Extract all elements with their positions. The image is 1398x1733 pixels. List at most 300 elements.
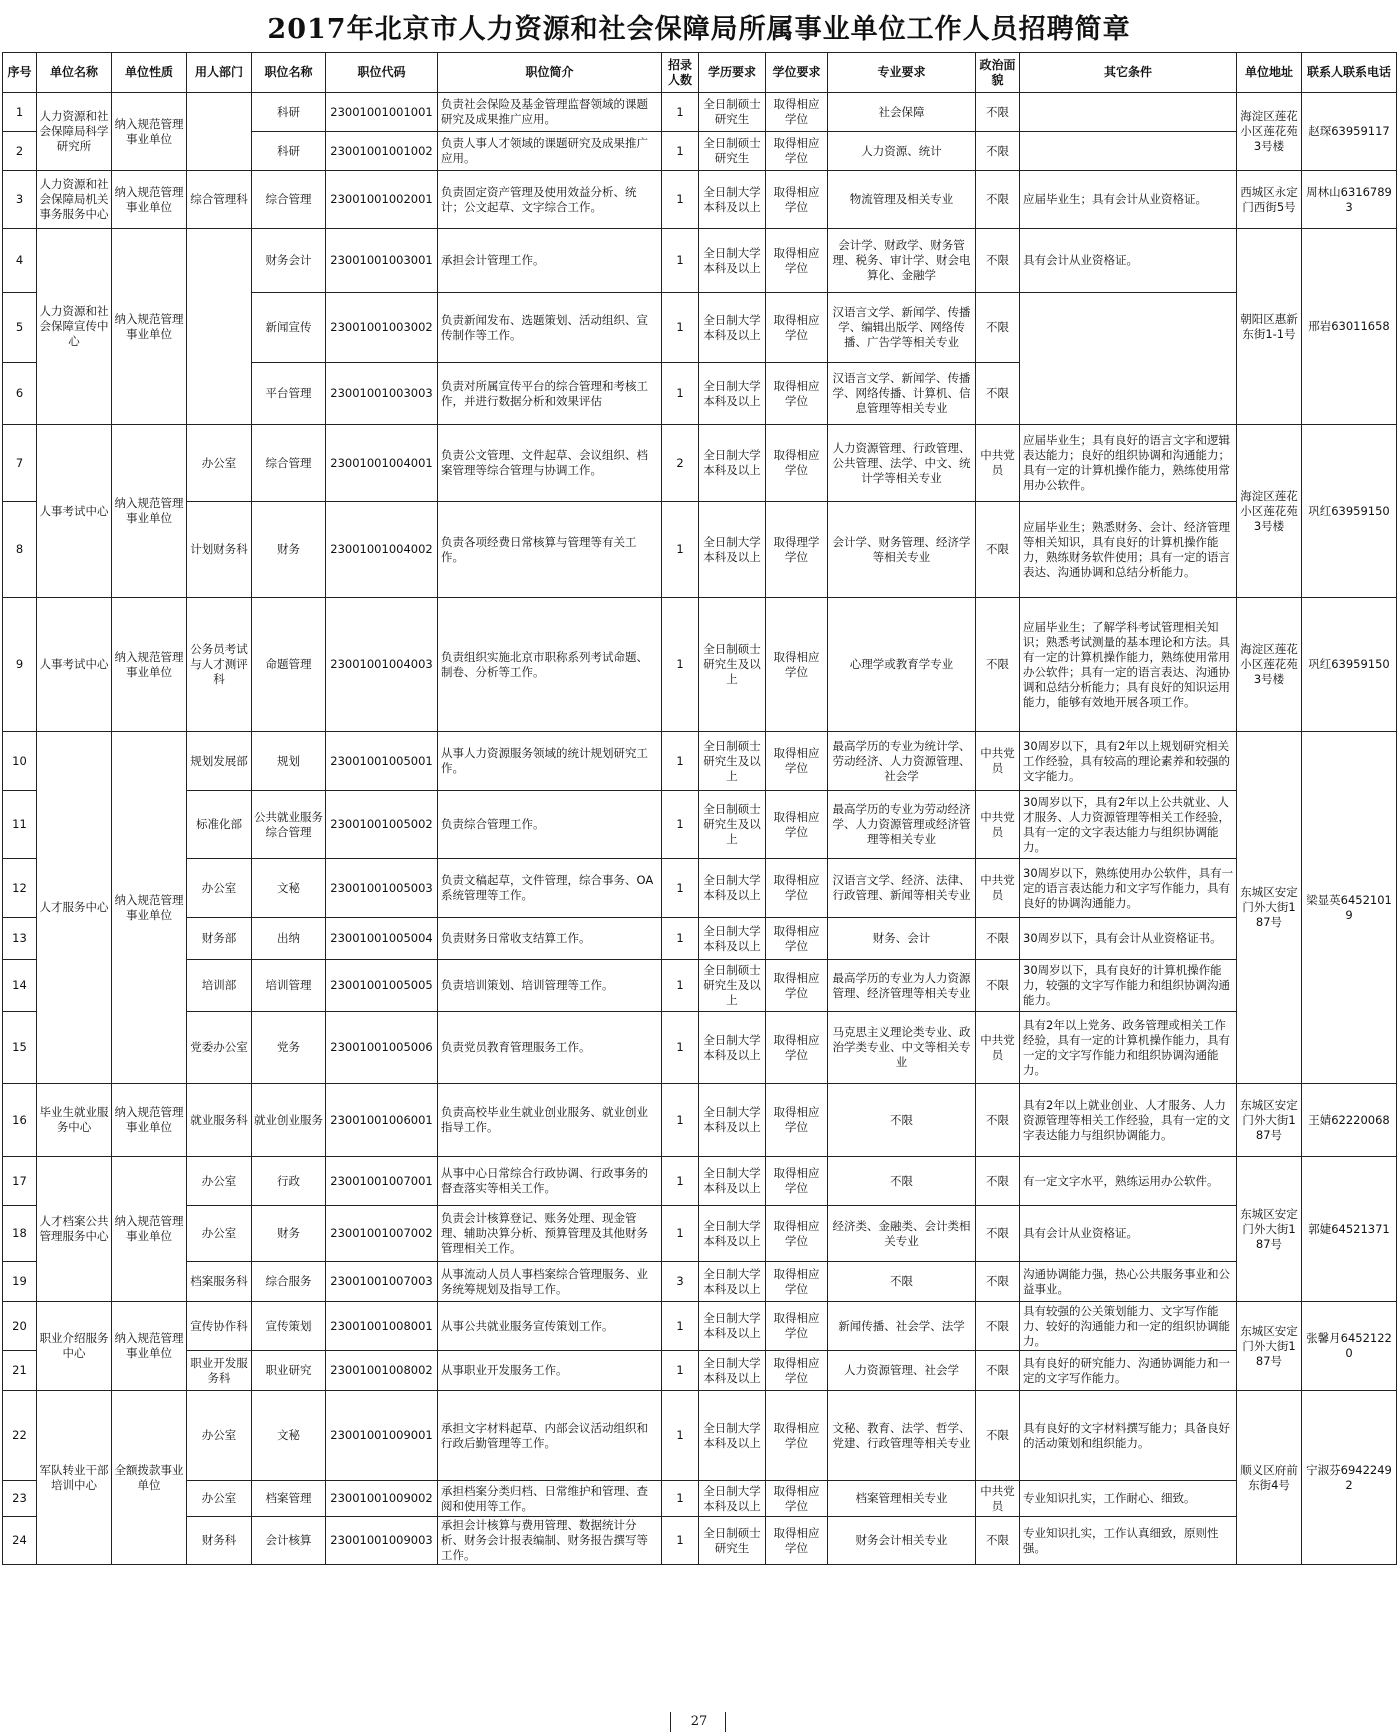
unit-name: 人才档案公共管理服务中心 [37, 1157, 112, 1302]
position-description: 负责党员教育管理服务工作。 [438, 1012, 662, 1084]
major-requirement: 最高学历的专业为统计学、劳动经济、人力资源管理、社会学 [828, 732, 976, 791]
position-description: 负责对所属宣传平台的综合管理和考核工作，并进行数据分析和效果评估 [438, 363, 662, 425]
position-code: 23001001001002 [326, 132, 438, 171]
position-description: 负责新闻发布、选题策划、活动组织、宣传制作等工作。 [438, 293, 662, 363]
education-requirement: 全日制硕士研究生 [699, 132, 766, 171]
table-row [3, 1206, 1397, 1262]
department: 宣传协作科 [187, 1302, 252, 1351]
position-name: 档案管理 [252, 1481, 326, 1517]
unit-address: 顺义区府前东街4号 [1237, 1391, 1302, 1565]
position-name: 文秘 [252, 859, 326, 918]
unit-name: 人力资源和社会保障宣传中心 [37, 229, 112, 425]
row-number: 6 [3, 363, 37, 425]
major-requirement: 会计学、财政学、财务管理、税务、审计学、财会电算化、金融学 [828, 229, 976, 293]
row-number: 8 [3, 502, 37, 598]
position-description: 负责财务日常收支结算工作。 [438, 918, 662, 960]
table-row [3, 918, 1397, 960]
position-name: 党务 [252, 1012, 326, 1084]
political-status: 中共党员 [976, 859, 1020, 918]
position-code: 23001001005004 [326, 918, 438, 960]
position-description: 负责会计核算登记、账务处理、现金管理、辅助决算分析、预算管理及其他财务管理相关工作。 [438, 1206, 662, 1262]
department: 办公室 [187, 859, 252, 918]
education-requirement: 全日制大学本科及以上 [699, 363, 766, 425]
political-status: 不限 [976, 960, 1020, 1012]
other-conditions: 有一定文字水平，熟练运用办公软件。 [1020, 1157, 1237, 1206]
education-requirement: 全日制硕士研究生及以上 [699, 732, 766, 791]
row-number: 1 [3, 93, 37, 132]
other-conditions: 应届毕业生；具有会计从业资格证。 [1020, 171, 1237, 229]
column-header: 单位性质 [112, 53, 187, 93]
position-name: 宣传策划 [252, 1302, 326, 1351]
education-requirement: 全日制大学本科及以上 [699, 425, 766, 502]
other-conditions: 专业知识扎实，工作耐心、细致。 [1020, 1481, 1237, 1517]
position-code: 23001001007002 [326, 1206, 438, 1262]
position-name: 就业创业服务 [252, 1084, 326, 1157]
position-name: 会计核算 [252, 1517, 326, 1565]
row-number: 7 [3, 425, 37, 502]
table-body [3, 93, 1397, 1565]
other-conditions [1020, 93, 1237, 132]
row-number: 9 [3, 598, 37, 732]
hire-count: 1 [662, 229, 699, 293]
major-requirement: 人力资源管理、社会学 [828, 1351, 976, 1391]
column-header: 职位名称 [252, 53, 326, 93]
contact-phone: 赵琛63959117 [1302, 93, 1397, 171]
unit-nature: 纳入规范管理事业单位 [112, 425, 187, 598]
political-status: 不限 [976, 1084, 1020, 1157]
unit-address: 东城区安定门外大街187号 [1237, 1157, 1302, 1302]
contact-phone: 张馨月64521220 [1302, 1302, 1397, 1391]
education-requirement: 全日制大学本科及以上 [699, 1391, 766, 1481]
page-number: 27 [690, 1714, 708, 1729]
degree-requirement: 取得相应学位 [766, 732, 828, 791]
other-conditions: 具有较强的公关策划能力、文字写作能力、较好的沟通能力和一定的组织协调能力。 [1020, 1302, 1237, 1351]
position-description: 负责公文管理、文件起草、会议组织、档案管理等综合管理与协调工作。 [438, 425, 662, 502]
position-name: 科研 [252, 93, 326, 132]
row-number: 12 [3, 859, 37, 918]
education-requirement: 全日制硕士研究生 [699, 93, 766, 132]
row-number: 5 [3, 293, 37, 363]
column-header: 学历要求 [699, 53, 766, 93]
other-conditions: 30周岁以下，熟练使用办公软件，具有一定的语言表达能力和文字写作能力，具有良好的协调沟通能力。 [1020, 859, 1237, 918]
position-code: 23001001003001 [326, 229, 438, 293]
column-header: 序号 [3, 53, 37, 93]
column-header: 政治面貌 [976, 53, 1020, 93]
degree-requirement: 取得相应学位 [766, 960, 828, 1012]
position-code: 23001001009003 [326, 1517, 438, 1565]
hire-count: 1 [662, 1351, 699, 1391]
hire-count: 1 [662, 171, 699, 229]
unit-name: 人力资源和社会保障局机关事务服务中心 [37, 171, 112, 229]
position-name: 综合服务 [252, 1262, 326, 1302]
unit-nature: 纳入规范管理事业单位 [112, 1084, 187, 1157]
degree-requirement: 取得相应学位 [766, 293, 828, 363]
position-name: 行政 [252, 1157, 326, 1206]
position-description: 承担会计核算与费用管理、数据统计分析、财务会计报表编制、财务报告撰写等工作。 [438, 1517, 662, 1565]
other-conditions: 具有2年以上就业创业、人才服务、人力资源管理等相关工作经验，具有一定的文字表达能力与组织协调能力。 [1020, 1084, 1237, 1157]
department: 办公室 [187, 1481, 252, 1517]
hire-count: 1 [662, 859, 699, 918]
other-conditions: 应届毕业生；了解学科考试管理相关知识；熟悉考试测量的基本理论和方法。具有一定的计算机操作能力，熟练使用常用办公软件；具有一定的语言表达、沟通协调和总结分析能力；具有良好的知识运用能力，能够有效地开展各项工作。 [1020, 598, 1237, 732]
position-code: 23001001003003 [326, 363, 438, 425]
position-description: 承担档案分类归档、日常维护和管理、查阅和使用等工作。 [438, 1481, 662, 1517]
position-name: 公共就业服务综合管理 [252, 791, 326, 859]
education-requirement: 全日制大学本科及以上 [699, 918, 766, 960]
row-number: 3 [3, 171, 37, 229]
political-status: 中共党员 [976, 732, 1020, 791]
position-description: 从事公共就业服务宣传策划工作。 [438, 1302, 662, 1351]
unit-name: 军队转业干部培训中心 [37, 1391, 112, 1565]
row-number: 22 [3, 1391, 37, 1481]
political-status: 不限 [976, 171, 1020, 229]
major-requirement: 人力资源管理、行政管理、公共管理、法学、中文、统计学等相关专业 [828, 425, 976, 502]
table-row [3, 1262, 1397, 1302]
position-code: 23001001006001 [326, 1084, 438, 1157]
hire-count: 1 [662, 1481, 699, 1517]
position-description: 负责组织实施北京市职称系列考试命题、制卷、分析等工作。 [438, 598, 662, 732]
unit-nature: 纳入规范管理事业单位 [112, 171, 187, 229]
table-row [3, 1012, 1397, 1084]
position-name: 财务会计 [252, 229, 326, 293]
department: 公务员考试与人才测评科 [187, 598, 252, 732]
major-requirement: 最高学历的专业为人力资源管理、经济管理等相关专业 [828, 960, 976, 1012]
major-requirement: 社会保障 [828, 93, 976, 132]
position-code: 23001001008001 [326, 1302, 438, 1351]
education-requirement: 全日制大学本科及以上 [699, 502, 766, 598]
other-conditions: 具有2年以上党务、政务管理或相关工作经验，具有一定的计算机操作能力，具有一定的文字写作能力和组织协调沟通能力。 [1020, 1012, 1237, 1084]
unit-name: 人才服务中心 [37, 732, 112, 1084]
row-number: 18 [3, 1206, 37, 1262]
political-status: 不限 [976, 363, 1020, 425]
position-code: 23001001005005 [326, 960, 438, 1012]
contact-phone: 郭婕64521371 [1302, 1157, 1397, 1302]
column-header: 单位名称 [37, 53, 112, 93]
position-code: 23001001005006 [326, 1012, 438, 1084]
position-description: 承担文字材料起草、内部会议活动组织和行政后勤管理等工作。 [438, 1391, 662, 1481]
column-header: 学位要求 [766, 53, 828, 93]
education-requirement: 全日制大学本科及以上 [699, 1157, 766, 1206]
political-status: 不限 [976, 502, 1020, 598]
column-header: 联系人联系电话 [1302, 53, 1397, 93]
unit-address: 东城区安定门外大街187号 [1237, 1302, 1302, 1391]
table-row [3, 502, 1397, 598]
position-code: 23001001009001 [326, 1391, 438, 1481]
degree-requirement: 取得相应学位 [766, 1157, 828, 1206]
political-status: 不限 [976, 1391, 1020, 1481]
degree-requirement: 取得相应学位 [766, 918, 828, 960]
column-header: 用人部门 [187, 53, 252, 93]
position-name: 命题管理 [252, 598, 326, 732]
political-status: 中共党员 [976, 1481, 1020, 1517]
recruitment-table [2, 52, 1397, 1565]
table-row [3, 859, 1397, 918]
column-header: 其它条件 [1020, 53, 1237, 93]
position-description: 从事流动人员人事档案综合管理服务、业务统筹规划及指导工作。 [438, 1262, 662, 1302]
position-description: 负责综合管理工作。 [438, 791, 662, 859]
degree-requirement: 取得相应学位 [766, 1206, 828, 1262]
degree-requirement: 取得相应学位 [766, 229, 828, 293]
table-row [3, 1517, 1397, 1565]
department: 培训部 [187, 960, 252, 1012]
column-header: 招录人数 [662, 53, 699, 93]
education-requirement: 全日制硕士研究生及以上 [699, 960, 766, 1012]
position-description: 负责固定资产管理及使用效益分析、统计；公文起草、文字综合工作。 [438, 171, 662, 229]
political-status: 不限 [976, 1302, 1020, 1351]
hire-count: 1 [662, 1157, 699, 1206]
row-number: 2 [3, 132, 37, 171]
political-status: 不限 [976, 132, 1020, 171]
education-requirement: 全日制大学本科及以上 [699, 293, 766, 363]
hire-count: 1 [662, 93, 699, 132]
other-conditions: 沟通协调能力强，热心公共服务事业和公益事业。 [1020, 1262, 1237, 1302]
hire-count: 1 [662, 598, 699, 732]
major-requirement: 心理学或教育学专业 [828, 598, 976, 732]
political-status: 不限 [976, 598, 1020, 732]
table-row [3, 960, 1397, 1012]
political-status: 不限 [976, 229, 1020, 293]
position-code: 23001001005001 [326, 732, 438, 791]
position-code: 23001001005003 [326, 859, 438, 918]
degree-requirement: 取得相应学位 [766, 1302, 828, 1351]
row-number: 21 [3, 1351, 37, 1391]
position-code: 23001001007003 [326, 1262, 438, 1302]
department: 职业开发服务科 [187, 1351, 252, 1391]
row-number: 13 [3, 918, 37, 960]
unit-address: 海淀区莲花小区莲花苑3号楼 [1237, 93, 1302, 171]
political-status: 不限 [976, 1351, 1020, 1391]
position-description: 负责社会保险及基金管理监督领域的课题研究及成果推广应用。 [438, 93, 662, 132]
education-requirement: 全日制大学本科及以上 [699, 171, 766, 229]
unit-address: 朝阳区惠新东街1-1号 [1237, 229, 1302, 425]
education-requirement: 全日制大学本科及以上 [699, 859, 766, 918]
unit-nature: 纳入规范管理事业单位 [112, 598, 187, 732]
major-requirement: 汉语言文学、新闻学、传播学、网络传播、计算机、信息管理等相关专业 [828, 363, 976, 425]
major-requirement: 文秘、教育、法学、哲学、党建、行政管理等相关专业 [828, 1391, 976, 1481]
row-number: 15 [3, 1012, 37, 1084]
degree-requirement: 取得相应学位 [766, 1084, 828, 1157]
unit-name: 人力资源和社会保障局科学研究所 [37, 93, 112, 171]
hire-count: 1 [662, 502, 699, 598]
education-requirement: 全日制大学本科及以上 [699, 1302, 766, 1351]
position-description: 从事职业开发服务工作。 [438, 1351, 662, 1391]
major-requirement: 汉语言文学、经济、法律、行政管理、新闻等相关专业 [828, 859, 976, 918]
position-description: 负责培训策划、培训管理等工作。 [438, 960, 662, 1012]
position-name: 财务 [252, 502, 326, 598]
column-header: 职位简介 [438, 53, 662, 93]
political-status: 不限 [976, 93, 1020, 132]
hire-count: 1 [662, 732, 699, 791]
position-description: 负责各项经费日常核算与管理等有关工作。 [438, 502, 662, 598]
row-number: 23 [3, 1481, 37, 1517]
position-code: 23001001003002 [326, 293, 438, 363]
row-number: 24 [3, 1517, 37, 1565]
education-requirement: 全日制大学本科及以上 [699, 1084, 766, 1157]
degree-requirement: 取得相应学位 [766, 1012, 828, 1084]
major-requirement: 财务会计相关专业 [828, 1517, 976, 1565]
major-requirement: 新闻传播、社会学、法学 [828, 1302, 976, 1351]
position-description: 承担会计管理工作。 [438, 229, 662, 293]
row-number: 14 [3, 960, 37, 1012]
major-requirement: 不限 [828, 1157, 976, 1206]
political-status: 不限 [976, 1517, 1020, 1565]
table-row [3, 93, 1397, 132]
unit-address: 海淀区莲花小区莲花苑3号楼 [1237, 598, 1302, 732]
position-code: 23001001007001 [326, 1157, 438, 1206]
position-code: 23001001001001 [326, 93, 438, 132]
contact-phone: 梁显英64521019 [1302, 732, 1397, 1084]
department: 办公室 [187, 1157, 252, 1206]
hire-count: 1 [662, 918, 699, 960]
education-requirement: 全日制大学本科及以上 [699, 1012, 766, 1084]
row-number: 16 [3, 1084, 37, 1157]
position-name: 职业研究 [252, 1351, 326, 1391]
unit-nature: 全额拨款事业单位 [112, 1391, 187, 1565]
contact-phone: 巩红63959150 [1302, 425, 1397, 598]
degree-requirement: 取得相应学位 [766, 1481, 828, 1517]
other-conditions: 30周岁以下，具有会计从业资格证书。 [1020, 918, 1237, 960]
hire-count: 3 [662, 1262, 699, 1302]
education-requirement: 全日制大学本科及以上 [699, 1481, 766, 1517]
political-status: 中共党员 [976, 791, 1020, 859]
position-description: 从事中心日常综合行政协调、行政事务的督查落实等相关工作。 [438, 1157, 662, 1206]
position-name: 综合管理 [252, 171, 326, 229]
degree-requirement: 取得相应学位 [766, 1262, 828, 1302]
column-header: 专业要求 [828, 53, 976, 93]
degree-requirement: 取得相应学位 [766, 598, 828, 732]
position-name: 科研 [252, 132, 326, 171]
major-requirement: 会计学、财务管理、经济学等相关专业 [828, 502, 976, 598]
position-code: 23001001002001 [326, 171, 438, 229]
department [187, 229, 252, 425]
position-name: 综合管理 [252, 425, 326, 502]
major-requirement: 不限 [828, 1084, 976, 1157]
degree-requirement: 取得相应学位 [766, 1351, 828, 1391]
other-conditions: 具有良好的研究能力、沟通协调能力和一定的文字写作能力。 [1020, 1351, 1237, 1391]
position-code: 23001001004002 [326, 502, 438, 598]
other-conditions: 应届毕业生；具有良好的语言文字和逻辑表达能力；良好的组织协调和沟通能力；具有一定的计算机操作能力，熟练使用常用办公软件。 [1020, 425, 1237, 502]
department: 办公室 [187, 1206, 252, 1262]
row-number: 4 [3, 229, 37, 293]
unit-nature: 纳入规范管理事业单位 [112, 1302, 187, 1391]
row-number: 19 [3, 1262, 37, 1302]
row-number: 17 [3, 1157, 37, 1206]
department: 标准化部 [187, 791, 252, 859]
table-row [3, 1302, 1397, 1351]
department [187, 93, 252, 171]
unit-nature: 纳入规范管理事业单位 [112, 93, 187, 171]
degree-requirement: 取得相应学位 [766, 363, 828, 425]
degree-requirement: 取得相应学位 [766, 1391, 828, 1481]
position-description: 负责人事人才领域的课题研究及成果推广应用。 [438, 132, 662, 171]
table-row [3, 425, 1397, 502]
table-row [3, 1157, 1397, 1206]
major-requirement: 汉语言文学、新闻学、传播学、编辑出版学、网络传播、广告学等相关专业 [828, 293, 976, 363]
position-code: 23001001008002 [326, 1351, 438, 1391]
other-conditions: 应届毕业生；熟悉财务、会计、经济管理等相关知识，具有良好的计算机操作能力，熟练财务软件使用；具有一定的语言表达、沟通协调和总结分析能力。 [1020, 502, 1237, 598]
other-conditions: 具有会计从业资格证。 [1020, 229, 1237, 293]
major-requirement: 人力资源、统计 [828, 132, 976, 171]
contact-phone: 宁淑芬69422492 [1302, 1391, 1397, 1565]
unit-address: 东城区安定门外大街187号 [1237, 732, 1302, 1084]
unit-name: 毕业生就业服务中心 [37, 1084, 112, 1157]
department: 就业服务科 [187, 1084, 252, 1157]
position-code: 23001001009002 [326, 1481, 438, 1517]
position-description: 负责高校毕业生就业创业服务、就业创业指导工作。 [438, 1084, 662, 1157]
education-requirement: 全日制大学本科及以上 [699, 1262, 766, 1302]
position-name: 财务 [252, 1206, 326, 1262]
department: 档案服务科 [187, 1262, 252, 1302]
contact-phone: 邢岩63011658 [1302, 229, 1397, 425]
table-row [3, 171, 1397, 229]
department: 财务科 [187, 1517, 252, 1565]
major-requirement: 马克思主义理论类专业、政治学类专业、中文等相关专业 [828, 1012, 976, 1084]
row-number: 11 [3, 791, 37, 859]
position-code: 23001001004003 [326, 598, 438, 732]
position-name: 新闻宣传 [252, 293, 326, 363]
education-requirement: 全日制硕士研究生及以上 [699, 598, 766, 732]
other-conditions: 30周岁以下，具有2年以上规划研究相关工作经验，具有较高的理论素养和较强的文字能力。 [1020, 732, 1237, 791]
other-conditions [1020, 132, 1237, 171]
table-row [3, 1391, 1397, 1481]
position-description: 从事人力资源服务领域的统计规划研究工作。 [438, 732, 662, 791]
unit-nature: 纳入规范管理事业单位 [112, 229, 187, 425]
education-requirement: 全日制硕士研究生及以上 [699, 791, 766, 859]
department: 财务部 [187, 918, 252, 960]
degree-requirement: 取得相应学位 [766, 1517, 828, 1565]
column-header: 单位地址 [1237, 53, 1302, 93]
degree-requirement: 取得相应学位 [766, 425, 828, 502]
department: 规划发展部 [187, 732, 252, 791]
table-row [3, 229, 1397, 293]
political-status: 不限 [976, 918, 1020, 960]
political-status: 不限 [976, 1157, 1020, 1206]
position-name: 培训管理 [252, 960, 326, 1012]
table-row [3, 1481, 1397, 1517]
hire-count: 1 [662, 1391, 699, 1481]
position-description: 负责文稿起草，文件管理，综合事务、OA系统管理等工作。 [438, 859, 662, 918]
department: 党委办公室 [187, 1012, 252, 1084]
position-name: 文秘 [252, 1391, 326, 1481]
row-number: 20 [3, 1302, 37, 1351]
position-name: 规划 [252, 732, 326, 791]
hire-count: 1 [662, 1012, 699, 1084]
table-row [3, 1351, 1397, 1391]
political-status: 不限 [976, 1206, 1020, 1262]
unit-address: 海淀区莲花小区莲花苑3号楼 [1237, 425, 1302, 598]
education-requirement: 全日制大学本科及以上 [699, 1351, 766, 1391]
hire-count: 1 [662, 960, 699, 1012]
contact-phone: 王婧62220068 [1302, 1084, 1397, 1157]
row-number: 10 [3, 732, 37, 791]
hire-count: 1 [662, 1206, 699, 1262]
political-status: 中共党员 [976, 425, 1020, 502]
page-title: 2017年北京市人力资源和社会保障局所属事业单位工作人员招聘简章 [267, 13, 1131, 45]
major-requirement: 财务、会计 [828, 918, 976, 960]
major-requirement: 经济类、金融类、会计类相关专业 [828, 1206, 976, 1262]
degree-requirement: 取得相应学位 [766, 93, 828, 132]
hire-count: 1 [662, 363, 699, 425]
unit-nature: 纳入规范管理事业单位 [112, 1157, 187, 1302]
table-row [3, 598, 1397, 732]
hire-count: 1 [662, 132, 699, 171]
degree-requirement: 取得相应学位 [766, 791, 828, 859]
department: 综合管理科 [187, 171, 252, 229]
other-conditions: 具有会计从业资格证。 [1020, 1206, 1237, 1262]
unit-nature: 纳入规范管理事业单位 [112, 732, 187, 1084]
hire-count: 1 [662, 1302, 699, 1351]
other-conditions: 30周岁以下，具有良好的计算机操作能力，较强的文字写作能力和组织协调沟通能力。 [1020, 960, 1237, 1012]
position-code: 23001001004001 [326, 425, 438, 502]
